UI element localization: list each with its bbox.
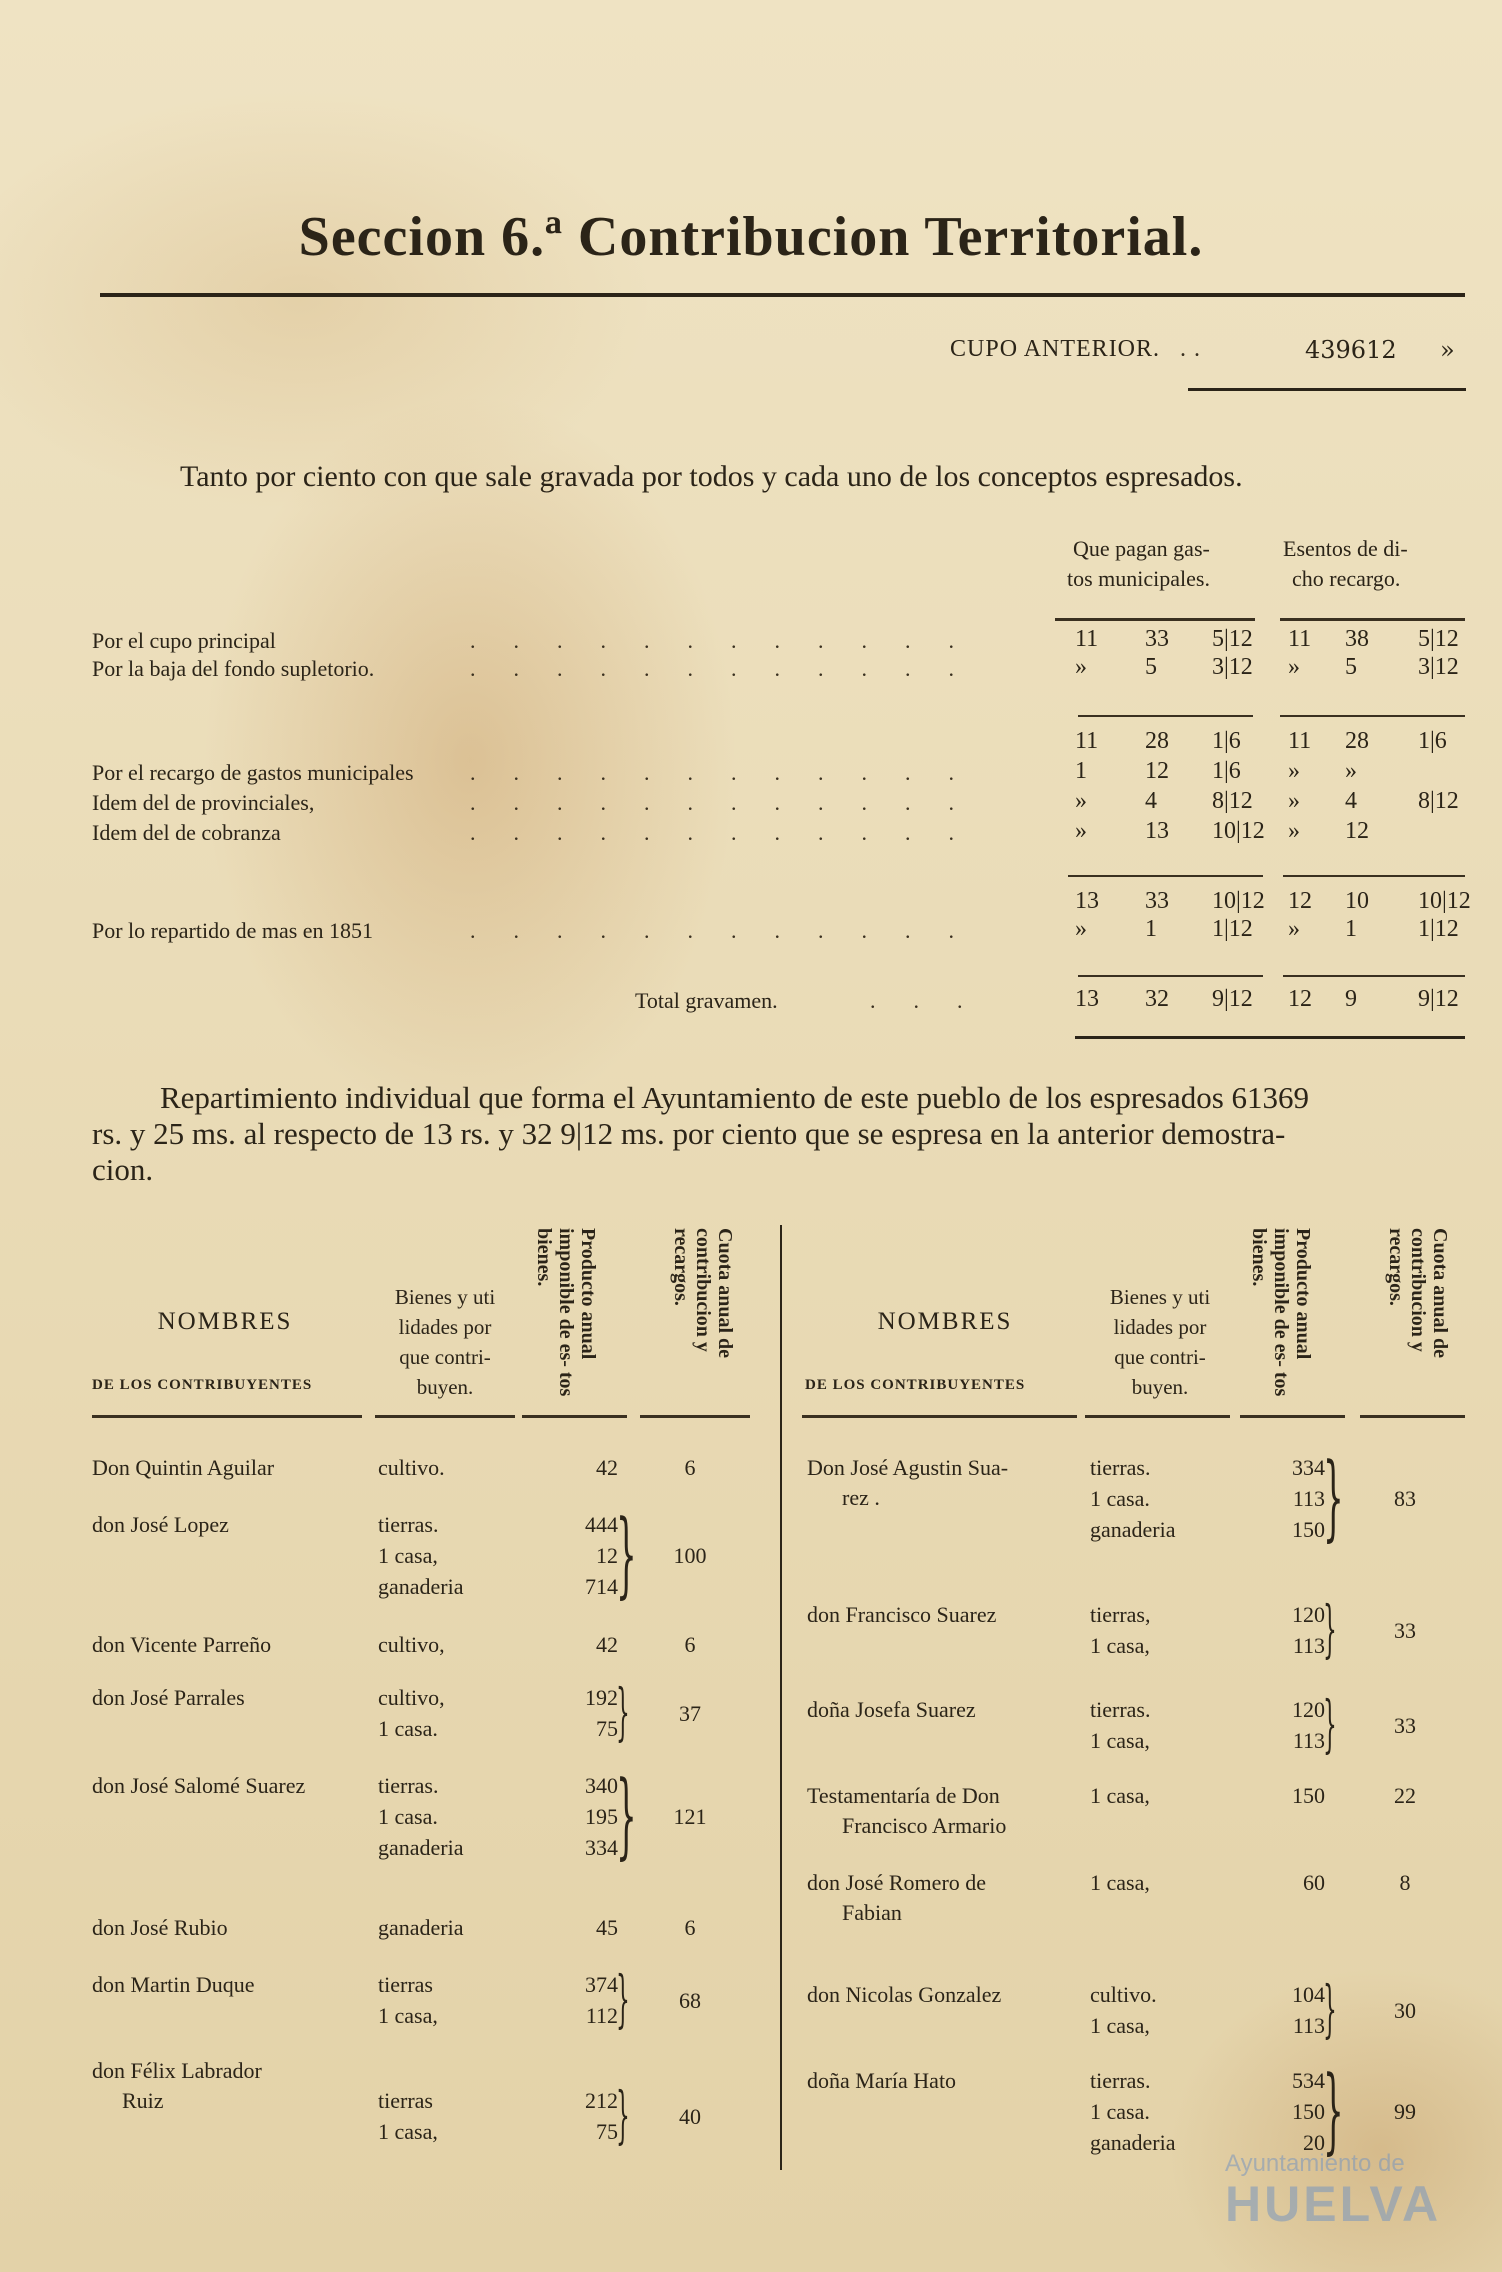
brace-mark: }	[1323, 2056, 1344, 2164]
cuota-value: 6	[684, 1632, 696, 1657]
asset-type: ganaderia	[1090, 2130, 1176, 2155]
rate-a-value: 10|12	[1212, 818, 1265, 844]
contributor-name: don José Lopez	[92, 1512, 229, 1537]
right-header-bienes	[1085, 1282, 1235, 1402]
rate-a-value: 1|6	[1212, 758, 1241, 784]
cuota-value: 121	[673, 1804, 707, 1829]
total-rule	[1075, 1036, 1465, 1039]
product-value: 340	[585, 1773, 618, 1798]
contributor-name: don Martin Duque	[92, 1972, 255, 1997]
contributor-name: don Vicente Parreño	[92, 1632, 272, 1657]
contributor-name: Francisco Armario	[842, 1813, 1007, 1838]
leader-dots: ...	[870, 988, 1001, 1013]
contributor-name: don Nicolas Gonzalez	[807, 1982, 1002, 2007]
rate-b-value: »	[1288, 788, 1300, 814]
right-header-rule-2	[1085, 1415, 1230, 1418]
rate-a-value: 1	[1145, 916, 1157, 942]
asset-type: ganaderia	[378, 1574, 464, 1599]
rate-a-value: 32	[1145, 986, 1169, 1012]
product-value: 42	[596, 1632, 618, 1657]
product-value: 714	[585, 1574, 618, 1599]
rates-subrule-b2	[1283, 875, 1465, 877]
rate-b-value: 3|12	[1418, 654, 1459, 680]
exentos-header-2: cho recargo.	[1292, 566, 1401, 591]
rate-a-value: 13	[1145, 818, 1169, 844]
cuota-value: 100	[673, 1543, 707, 1568]
right-header-rule-3	[1240, 1415, 1345, 1418]
product-value: 113	[1292, 2013, 1325, 2038]
rate-b-value: 9|12	[1418, 986, 1459, 1012]
cupo-dots: . .	[1180, 336, 1201, 362]
product-value: 75	[596, 1716, 618, 1741]
rate-a-value: »	[1075, 818, 1087, 844]
cuota-value: 8	[1399, 1870, 1411, 1895]
left-header-rule-2	[375, 1415, 515, 1418]
asset-type: tierras	[378, 2088, 433, 2113]
product-value: 20	[1303, 2130, 1325, 2155]
watermark-line-2: HUELVA	[1225, 2176, 1442, 2232]
reparto-line-3: cion.	[92, 1152, 154, 1187]
rate-a-value: 5	[1145, 654, 1157, 680]
exentos-header-1: Esentos de di-	[1283, 536, 1408, 561]
title-rule	[100, 293, 1465, 297]
product-value: 534	[1292, 2068, 1325, 2093]
asset-type: 1 casa,	[1090, 1728, 1150, 1753]
contributor-name: don Francisco Suarez	[807, 1602, 997, 1627]
cupo-label: CUPO ANTERIOR.	[950, 336, 1161, 362]
rate-b-value: 10	[1345, 888, 1369, 914]
bienes-line: que contri-	[1114, 1345, 1206, 1369]
contributor-name: don Félix Labrador	[92, 2058, 262, 2083]
bienes-line: lidades por	[398, 1315, 492, 1339]
rate-label: Total gravamen.	[635, 988, 778, 1013]
rate-b-value: 38	[1345, 626, 1369, 652]
asset-type: 1 casa.	[1090, 2099, 1150, 2124]
product-value: 113	[1292, 1633, 1325, 1658]
bienes-line: buyen.	[416, 1375, 474, 1399]
left-header-nombres: NOMBRES	[157, 1308, 293, 1335]
rate-a-value: 12	[1145, 758, 1169, 784]
cuota-value: 33	[1394, 1712, 1416, 1738]
cuota-value: 6	[684, 1455, 696, 1480]
cuota-value: 33	[1394, 1617, 1416, 1643]
reparto-line-2: rs. y 25 ms. al respecto de 13 rs. y 32 9|12 ms. por ciento que se espresa en la anterior demostra-	[92, 1116, 1286, 1151]
asset-type: tierras.	[1090, 2068, 1151, 2093]
left-header-cuota: Cuota anual de contribucion y recargos.	[670, 1228, 736, 1359]
brace-mark: }	[616, 1500, 637, 1608]
rate-a-value: 3|12	[1212, 654, 1253, 680]
right-header-producto: Producto anual imponible de es- tos bienes.	[1248, 1228, 1314, 1397]
cupo-rule	[1188, 388, 1466, 391]
left-header-contribuyentes: DE LOS CONTRIBUYENTES	[92, 1377, 313, 1393]
rate-b-value: 5	[1345, 654, 1357, 680]
product-value: 444	[585, 1512, 618, 1537]
contributor-name: doña Josefa Suarez	[807, 1697, 976, 1722]
rate-a-value: 11	[1075, 626, 1099, 652]
watermark-stamp	[1225, 2150, 1441, 2230]
rate-a-value: 33	[1145, 626, 1169, 652]
rate-label: Por el recargo de gastos municipales	[92, 760, 414, 785]
reparto-line-1: Repartimiento individual que forma el Ayuntamiento de este pueblo de los espresados 61369	[160, 1080, 1310, 1115]
rate-b-value: 1|6	[1418, 728, 1447, 754]
asset-type: 1 casa,	[1090, 1633, 1150, 1658]
asset-type: cultivo.	[378, 1455, 445, 1480]
contributor-name: Fabian	[842, 1900, 902, 1925]
section-title: Seccion 6.ª Contribucion Territorial.	[298, 206, 1204, 268]
right-header-nombres: NOMBRES	[877, 1308, 1013, 1335]
bienes-line: Bienes y uti	[1109, 1285, 1211, 1309]
rate-a-value: »	[1075, 788, 1087, 814]
product-value: 150	[1292, 1517, 1325, 1542]
left-header-rule-3	[522, 1415, 627, 1418]
product-value: 12	[596, 1543, 618, 1568]
pagan-header-2: tos municipales.	[1067, 566, 1210, 591]
contributor-name: Ruiz	[122, 2088, 164, 2113]
asset-type: 1 casa,	[378, 2003, 438, 2028]
rate-a-value: »	[1075, 916, 1087, 942]
rate-a-value: 33	[1145, 888, 1169, 914]
leader-dots: ............	[470, 760, 992, 785]
cuota-value: 37	[679, 1700, 701, 1726]
contributor-name: Don Quintin Aguilar	[92, 1455, 275, 1480]
rate-a-value: 11	[1075, 728, 1099, 754]
rate-b-value: 11	[1288, 626, 1312, 652]
asset-type: ganaderia	[378, 1915, 464, 1940]
product-value: 150	[1292, 1783, 1325, 1808]
rate-b-value: »	[1288, 818, 1300, 844]
rate-b-value: »	[1288, 654, 1300, 680]
asset-type: tierras.	[1090, 1697, 1151, 1722]
leader-dots: ............	[470, 656, 992, 681]
asset-type: ganaderia	[1090, 1517, 1176, 1542]
product-value: 195	[585, 1804, 618, 1829]
rate-a-value: 28	[1145, 728, 1169, 754]
cupo-mark: »	[1440, 336, 1455, 364]
rate-a-value: 13	[1075, 986, 1099, 1012]
rate-b-value: 9	[1345, 986, 1357, 1012]
brace-mark: }	[1323, 1972, 1337, 2045]
pagan-rule	[1055, 618, 1255, 621]
product-value: 60	[1303, 1870, 1325, 1895]
rate-b-value: 28	[1345, 728, 1369, 754]
contributor-name: don José Salomé Suarez	[92, 1773, 306, 1798]
asset-type: cultivo.	[1090, 1982, 1157, 2007]
rates-subrule-b1	[1280, 715, 1465, 717]
brace-mark: }	[616, 1675, 630, 1748]
asset-type: tierras.	[1090, 1455, 1151, 1480]
tanto-heading: Tanto por ciento con que sale gravada por todos y cada uno de los conceptos espresados.	[180, 460, 1243, 493]
right-header-cuota: Cuota anual de contribucion y recargos.	[1385, 1228, 1451, 1359]
rates-subrule-b3	[1283, 975, 1465, 977]
rate-b-value: 1	[1345, 916, 1357, 942]
left-header-rule-4	[640, 1415, 750, 1418]
rates-subrule-a1	[1078, 715, 1253, 717]
product-value: 75	[596, 2119, 618, 2144]
leader-dots: ............	[470, 628, 992, 653]
left-header-producto: Producto anual imponible de es- tos bienes.	[533, 1228, 599, 1397]
rate-a-value: 9|12	[1212, 986, 1253, 1012]
asset-type: 1 casa,	[1090, 2013, 1150, 2038]
rate-b-value: »	[1288, 916, 1300, 942]
rate-b-value: 10|12	[1418, 888, 1471, 914]
rate-label: Por lo repartido de mas en 1851	[92, 918, 374, 943]
asset-type: cultivo,	[378, 1632, 445, 1657]
contributor-name: Don José Agustin Sua-	[807, 1455, 1009, 1480]
contributor-name: rez .	[842, 1485, 880, 1510]
watermark-line-1: Ayuntamiento de	[1225, 2150, 1405, 2177]
cuota-value: 6	[684, 1915, 696, 1940]
contributor-name: Testamentaría de Don	[807, 1783, 1000, 1808]
rate-a-value: 10|12	[1212, 888, 1265, 914]
cuota-value: 22	[1394, 1783, 1416, 1808]
rate-a-value: 1|12	[1212, 916, 1253, 942]
product-value: 192	[585, 1685, 618, 1710]
product-value: 113	[1292, 1728, 1325, 1753]
rate-b-value: »	[1288, 758, 1300, 784]
leader-dots: ............	[470, 820, 992, 845]
rate-b-value: 1|12	[1418, 916, 1459, 942]
leader-dots: ............	[470, 918, 992, 943]
asset-type: cultivo,	[378, 1685, 445, 1710]
brace-mark: }	[1323, 1687, 1337, 1760]
rate-b-value: 8|12	[1418, 788, 1459, 814]
rates-subrule-a2	[1068, 875, 1263, 877]
left-header-rule-1	[92, 1415, 362, 1418]
rate-label: Idem del de cobranza	[92, 820, 281, 845]
rate-b-value: 5|12	[1418, 626, 1459, 652]
cuota-value: 68	[679, 1987, 701, 2013]
rate-a-value: 1|6	[1212, 728, 1241, 754]
product-value: 334	[585, 1835, 618, 1860]
asset-type: tierras.	[378, 1512, 439, 1537]
rate-a-value: 13	[1075, 888, 1099, 914]
cuota-value: 30	[1394, 1997, 1416, 2023]
right-header-contribuyentes: DE LOS CONTRIBUYENTES	[805, 1377, 1026, 1393]
product-value: 212	[585, 2088, 618, 2113]
contributor-name: don José Rubio	[92, 1915, 228, 1940]
product-value: 374	[585, 1972, 618, 1997]
rate-a-value: 1	[1075, 758, 1087, 784]
product-value: 334	[1292, 1455, 1325, 1480]
brace-mark: }	[616, 1761, 637, 1869]
rate-b-value: 11	[1288, 728, 1312, 754]
asset-type: tierras	[378, 1972, 433, 1997]
product-value: 150	[1292, 2099, 1325, 2124]
asset-type: 1 casa,	[1090, 1783, 1150, 1808]
bienes-line: lidades por	[1113, 1315, 1207, 1339]
rate-b-value: 12	[1288, 888, 1312, 914]
product-value: 113	[1292, 1486, 1325, 1511]
leader-dots: ............	[470, 790, 992, 815]
rate-a-value: 4	[1145, 788, 1157, 814]
rate-b-value: 12	[1345, 818, 1369, 844]
column-divider	[780, 1225, 782, 2170]
contributor-name: don José Parrales	[92, 1685, 245, 1710]
rate-label: Idem del de provinciales,	[92, 790, 315, 815]
brace-mark: }	[616, 2078, 630, 2151]
asset-type: 1 casa.	[1090, 1486, 1150, 1511]
contributor-name: doña María Hato	[807, 2068, 957, 2093]
product-value: 120	[1292, 1602, 1325, 1627]
asset-type: 1 casa,	[378, 2119, 438, 2144]
brace-mark: }	[616, 1962, 630, 2035]
asset-type: 1 casa,	[378, 1543, 438, 1568]
rate-label: Por la baja del fondo supletorio.	[92, 656, 375, 681]
rate-a-value: 8|12	[1212, 788, 1253, 814]
cuota-value: 40	[679, 2103, 701, 2129]
product-value: 112	[585, 2003, 618, 2028]
cuota-value: 99	[1394, 2099, 1416, 2124]
asset-type: 1 casa.	[378, 1716, 438, 1741]
rate-b-value: »	[1345, 758, 1357, 784]
bienes-line: buyen.	[1131, 1375, 1189, 1399]
rate-b-value: 12	[1288, 986, 1312, 1012]
brace-mark: }	[1323, 1443, 1344, 1551]
product-value: 104	[1292, 1982, 1325, 2007]
cuota-value: 83	[1394, 1486, 1416, 1511]
bienes-line: que contri-	[399, 1345, 491, 1369]
asset-type: 1 casa.	[378, 1804, 438, 1829]
product-value: 45	[596, 1915, 618, 1940]
right-header-rule-1	[802, 1415, 1077, 1418]
asset-type: tierras.	[378, 1773, 439, 1798]
rate-a-value: 5|12	[1212, 626, 1253, 652]
exentos-rule	[1280, 618, 1465, 621]
left-header-bienes	[370, 1282, 520, 1402]
right-header-rule-4	[1360, 1415, 1465, 1418]
product-value: 42	[596, 1455, 618, 1480]
brace-mark: }	[1323, 1592, 1337, 1665]
cupo-value: 439612	[1305, 336, 1397, 364]
asset-type: 1 casa,	[1090, 1870, 1150, 1895]
bienes-line: Bienes y uti	[394, 1285, 496, 1309]
rate-a-value: »	[1075, 654, 1087, 680]
rate-b-value: 4	[1345, 788, 1357, 814]
product-value: 120	[1292, 1697, 1325, 1722]
rates-subrule-a3	[1078, 975, 1263, 977]
asset-type: ganaderia	[378, 1835, 464, 1860]
contributor-name: don José Romero de	[807, 1870, 987, 1895]
rate-label: Por el cupo principal	[92, 628, 276, 653]
asset-type: tierras,	[1090, 1602, 1151, 1627]
pagan-header-1: Que pagan gas-	[1073, 536, 1210, 561]
